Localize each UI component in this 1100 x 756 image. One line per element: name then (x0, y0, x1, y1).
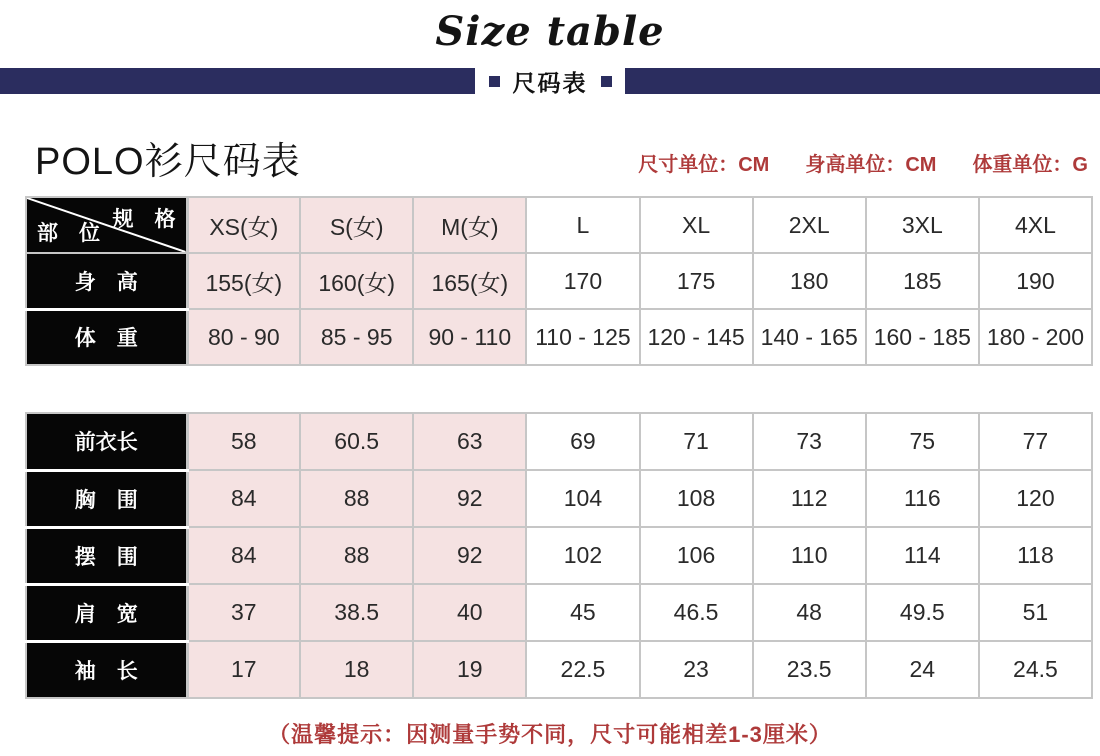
size-column-header: M(女) (413, 197, 526, 253)
size-column-header: 3XL (866, 197, 979, 253)
value-cell: 38.5 (300, 584, 413, 641)
value-cell: 37 (187, 584, 300, 641)
corner-cell (26, 197, 187, 253)
value-cell: 180 (753, 253, 866, 309)
banner-square-right-icon (601, 76, 612, 87)
value-cell: 46.5 (640, 584, 753, 641)
value-cell: 63 (413, 413, 526, 470)
banner (0, 68, 1100, 94)
size-column-header: 2XL (753, 197, 866, 253)
value-cell: 84 (187, 527, 300, 584)
size-column-header: XS(女) (187, 197, 300, 253)
banner-center (475, 68, 625, 94)
value-cell: 75 (866, 413, 979, 470)
measure-table-body (26, 413, 1092, 698)
value-cell: 180 - 200 (979, 309, 1092, 365)
value-cell: 114 (866, 527, 979, 584)
value-cell: 112 (753, 470, 866, 527)
value-cell: 60.5 (300, 413, 413, 470)
value-cell: 120 (979, 470, 1092, 527)
value-cell: 175 (640, 253, 753, 309)
value-cell: 92 (413, 527, 526, 584)
value-cell: 24 (866, 641, 979, 698)
measure-table (25, 412, 1093, 699)
value-cell: 80 - 90 (187, 309, 300, 365)
table-row (26, 253, 1092, 309)
value-cell: 19 (413, 641, 526, 698)
table-row (26, 470, 1092, 527)
row-label: 身 高 (26, 253, 187, 309)
value-cell: 102 (526, 527, 639, 584)
banner-square-left-icon (489, 76, 500, 87)
unit-note-height: 身高单位：CM (805, 154, 937, 176)
value-cell: 104 (526, 470, 639, 527)
value-cell: 110 (753, 527, 866, 584)
row-label: 前衣长 (26, 413, 187, 470)
banner-bar-right (625, 68, 1100, 94)
row-label: 袖 长 (26, 641, 187, 698)
value-cell: 49.5 (866, 584, 979, 641)
value-cell: 88 (300, 527, 413, 584)
value-cell: 69 (526, 413, 639, 470)
value-cell: 170 (526, 253, 639, 309)
table-row (26, 641, 1092, 698)
row-label: 肩 宽 (26, 584, 187, 641)
value-cell: 140 - 165 (753, 309, 866, 365)
value-cell: 160 - 185 (866, 309, 979, 365)
value-cell: 48 (753, 584, 866, 641)
unit-note-weight: 体重单位：G (972, 154, 1088, 176)
value-cell: 71 (640, 413, 753, 470)
banner-bar-left (0, 68, 475, 94)
value-cell: 77 (979, 413, 1092, 470)
heading-row (35, 140, 1090, 184)
value-cell: 190 (979, 253, 1092, 309)
value-cell: 23 (640, 641, 753, 698)
table-row (26, 584, 1092, 641)
value-cell: 92 (413, 470, 526, 527)
value-cell: 84 (187, 470, 300, 527)
value-cell: 165(女) (413, 253, 526, 309)
value-cell: 90 - 110 (413, 309, 526, 365)
value-cell: 120 - 145 (640, 309, 753, 365)
value-cell: 185 (866, 253, 979, 309)
size-column-header: XL (640, 197, 753, 253)
size-chart-page (0, 6, 1100, 749)
corner-part-label: 部 位 (37, 222, 100, 245)
table-heading: POLO衫尺码表 (35, 141, 301, 183)
table-row (26, 413, 1092, 470)
value-cell: 18 (300, 641, 413, 698)
size-table-header-row (26, 197, 1092, 253)
footer-note: （温馨提示：因测量手势不同，尺寸可能相差1-3厘米） (268, 722, 832, 747)
size-column-header: S(女) (300, 197, 413, 253)
size-column-header: 4XL (979, 197, 1092, 253)
unit-note-size: 尺寸单位：CM (638, 154, 770, 176)
value-cell: 160(女) (300, 253, 413, 309)
value-cell: 73 (753, 413, 866, 470)
value-cell: 17 (187, 641, 300, 698)
banner-label: 尺码表 (512, 69, 588, 96)
value-cell: 108 (640, 470, 753, 527)
value-cell: 45 (526, 584, 639, 641)
unit-notes (638, 148, 1090, 184)
value-cell: 106 (640, 527, 753, 584)
size-table (25, 196, 1093, 366)
value-cell: 51 (979, 584, 1092, 641)
row-label: 胸 围 (26, 470, 187, 527)
page-title: Size table (435, 8, 665, 55)
row-label: 摆 围 (26, 527, 187, 584)
value-cell: 155(女) (187, 253, 300, 309)
value-cell: 85 - 95 (300, 309, 413, 365)
value-cell: 116 (866, 470, 979, 527)
size-column-header: L (526, 197, 639, 253)
value-cell: 40 (413, 584, 526, 641)
table-row (26, 309, 1092, 365)
table-row (26, 527, 1092, 584)
value-cell: 23.5 (753, 641, 866, 698)
value-cell: 110 - 125 (526, 309, 639, 365)
corner-spec-label: 规 格 (112, 208, 176, 231)
value-cell: 58 (187, 413, 300, 470)
value-cell: 24.5 (979, 641, 1092, 698)
size-table-body (26, 253, 1092, 365)
row-label: 体 重 (26, 309, 187, 365)
value-cell: 22.5 (526, 641, 639, 698)
value-cell: 88 (300, 470, 413, 527)
value-cell: 118 (979, 527, 1092, 584)
